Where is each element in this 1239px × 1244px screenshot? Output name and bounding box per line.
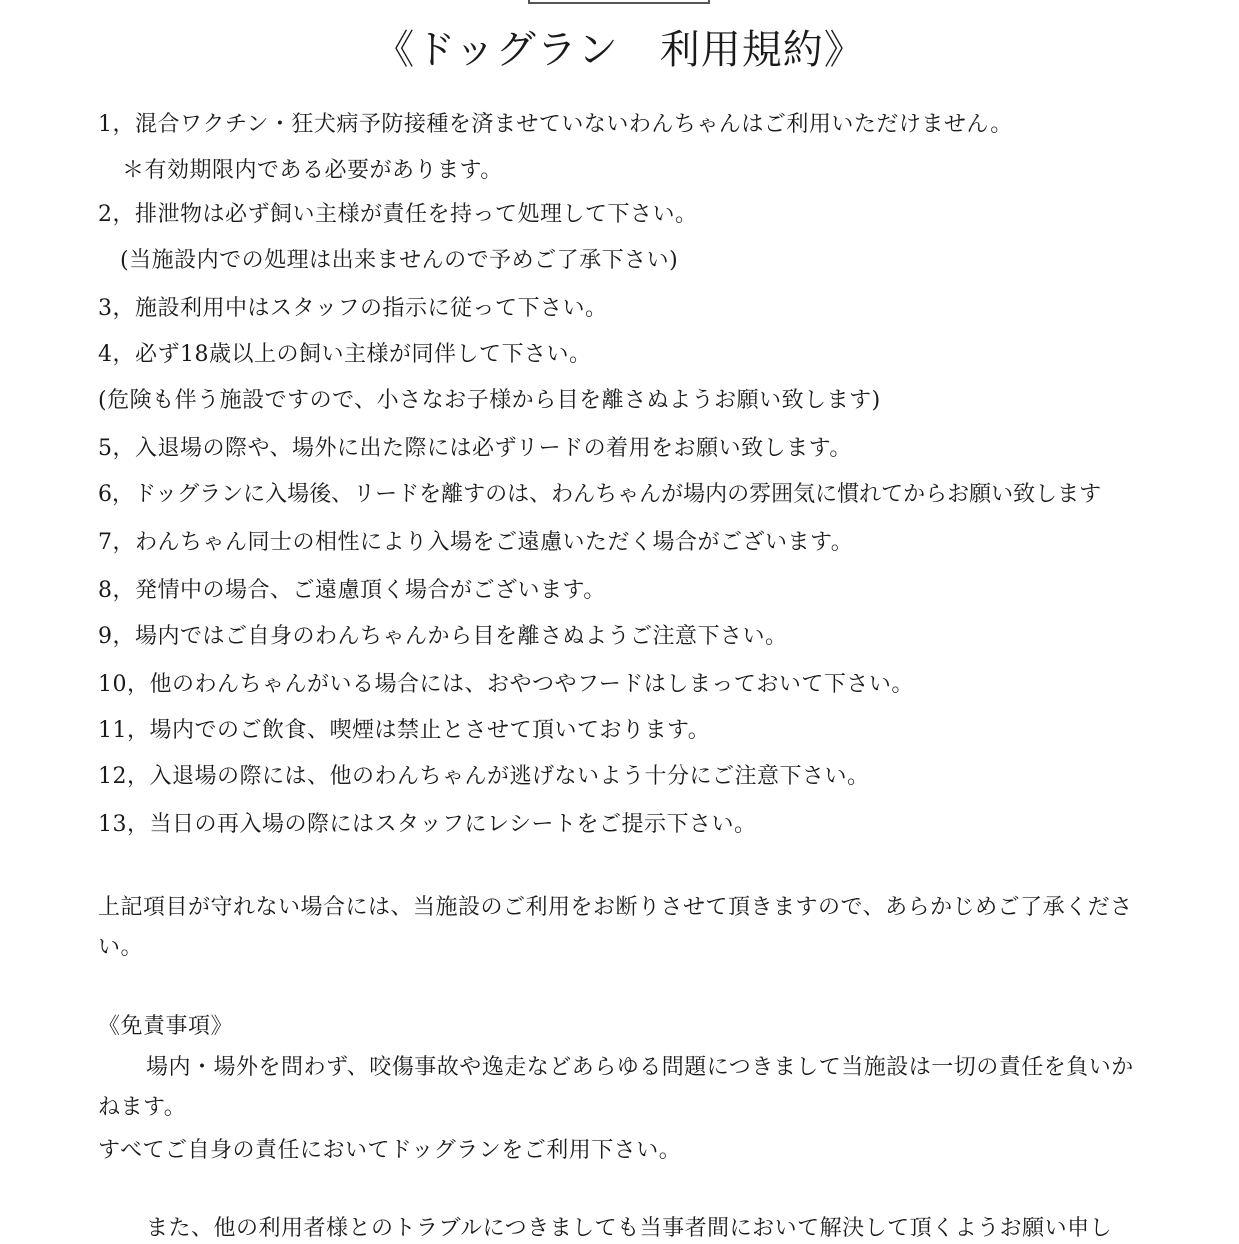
rule-6: 6，ドッグランに入場後、リードを離すのは、わんちゃんが場内の雰囲気に慣れてからお願い致します: [98, 482, 1102, 507]
page-title: 《ドッグラン 利用規約》: [374, 27, 865, 73]
rule-4: 4，必ず18歳以上の飼い主様が同伴して下さい。: [98, 342, 592, 367]
rule-8: 8，発情中の場合、ご遠慮頂く場合がございます。: [98, 578, 606, 603]
rule-1: 1，混合ワクチン・狂犬病予防接種を済ませていないわんちゃんはご利用いただけません。: [98, 112, 1013, 137]
notice-paragraph: 上記項目が守れない場合には、当施設のご利用をお断りさせて頂きますので、あらかじめご了承ください。: [98, 895, 1133, 960]
rule-10: 10，他のわんちゃんがいる場合には、おやつやフードはしまっておいて下さい。: [98, 672, 914, 697]
rule-3: 3，施設利用中はスタッフの指示に従って下さい。: [98, 296, 608, 321]
rule-11: 11，場内でのご飲食、喫煙は禁止とさせて頂いております。: [98, 718, 711, 743]
disclaimer-paragraph-1: 場内・場外を問わず、咬傷事故や逸走などあらゆる問題につきまして当施設は一切の責任を負いかねます。: [98, 1055, 1134, 1120]
rule-2: 2，排泄物は必ず飼い主様が責任を持って処理して下さい。: [98, 202, 698, 227]
rule-4-note: (危険も伴う施設ですので、小さなお子様から目を離さぬようお願い致します): [98, 388, 881, 413]
rule-9: 9，場内ではご自身のわんちゃんから目を離さぬようご注意下さい。: [98, 624, 788, 649]
disclaimer-paragraph-2: すべてご自身の責任においてドッグランをご利用下さい。: [98, 1138, 682, 1163]
rule-5: 5，入退場の際や、場外に出た際には必ずリードの着用をお願い致します。: [98, 436, 852, 461]
rule-7: 7，わんちゃん同士の相性により入場をご遠慮いただく場合がございます。: [98, 530, 854, 555]
top-tab-frame: [528, 0, 710, 4]
rule-12: 12，入退場の際には、他のわんちゃんが逃げないよう十分にご注意下さい。: [98, 764, 870, 789]
disclaimer-heading: 《免責事項》: [98, 1014, 234, 1039]
disclaimer-paragraph-3: また、他の利用者様とのトラブルにつきましても当事者間において解決して頂くようお願い申し: [146, 1216, 1113, 1241]
rule-2-note: (当施設内での処理は出来ませんので予めご了承下さい): [120, 248, 679, 273]
rule-1-note: ＊有効期限内である必要があります。: [122, 158, 503, 183]
rule-13: 13，当日の再入場の際にはスタッフにレシートをご提示下さい。: [98, 812, 757, 837]
